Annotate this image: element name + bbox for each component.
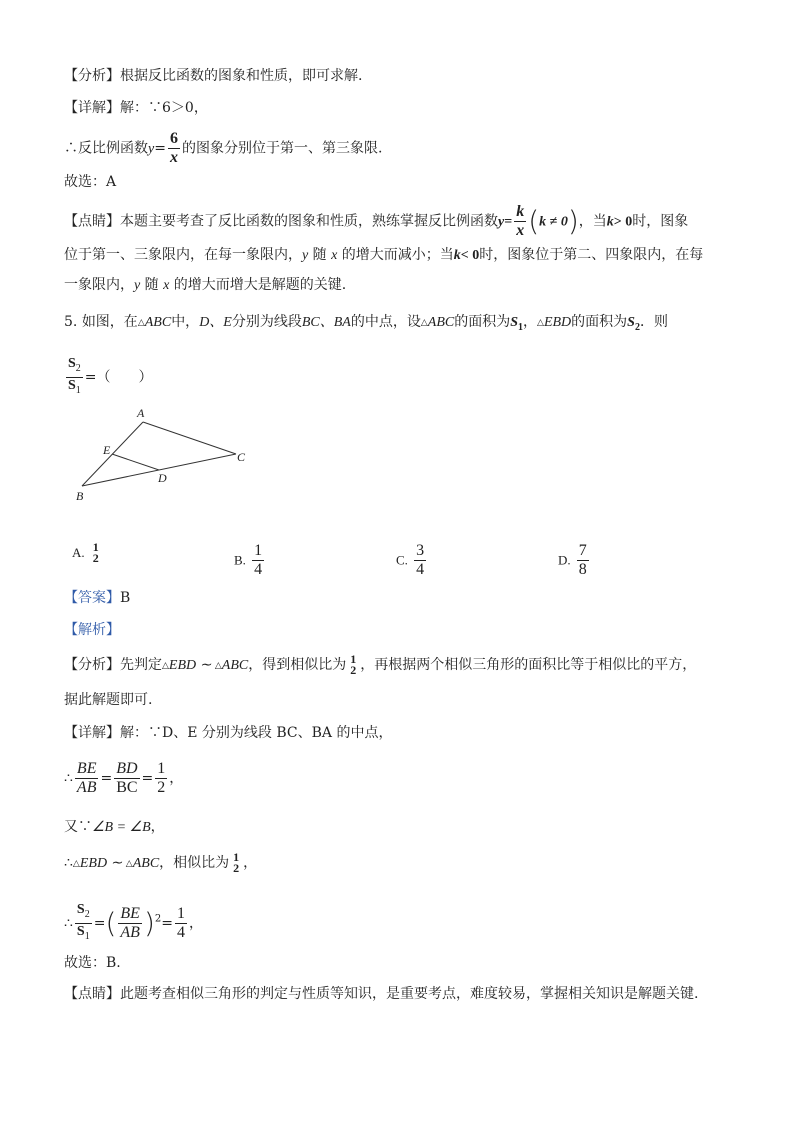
- option-c-fraction: $\frac{3}{4}$: [416, 542, 425, 578]
- option-b[interactable]: B. $\frac{1}{4}$: [234, 542, 263, 578]
- q5-jiexi: 【解析】: [64, 622, 120, 638]
- fraction-be-ab-squared: $\frac{BE}{AB}$: [120, 904, 140, 941]
- q4-detail: 【详解】解：∵6＞0，: [64, 100, 208, 116]
- q5-ratio: $\frac{S_2}{S_1}$ =（ ）: [64, 356, 153, 399]
- label-A: A: [137, 406, 145, 420]
- label-C: C: [237, 450, 246, 464]
- q5-detail: 【详解】解：∵D、E 分别为线段 BC、BA 的中点，: [64, 725, 393, 741]
- option-a[interactable]: A. 1 2: [72, 540, 99, 565]
- q5-answer: 【答案】B: [64, 590, 131, 606]
- fraction-bd-bc: $\frac{BD}{BC}$: [116, 760, 138, 796]
- fraction-s2-over-s1: $\frac{S_2}{S_1}$: [68, 356, 81, 396]
- q4-comment-line3: 一象限内，y 随 x 的增大而增大是解题的关键.: [64, 277, 347, 293]
- option-c[interactable]: C. $\frac{3}{4}$: [396, 542, 425, 578]
- option-d[interactable]: D. $\frac{7}{8}$: [558, 542, 587, 578]
- fraction-be-ab: $\frac{BE}{AB}$: [76, 760, 97, 796]
- fraction-one-quarter: $\frac{1}{4}$: [176, 904, 185, 941]
- q5-eq2: 又∵∠B = ∠B，: [64, 819, 165, 835]
- fraction-one-half: $\frac{1}{2}$: [157, 760, 166, 796]
- label-E: E: [103, 443, 111, 457]
- q5-eq3: ∴△EBD ∼ △ABC，相似比为 1 2 ，: [64, 850, 258, 875]
- q4-analysis: 【分析】根据反比函数的图象和性质，即可求解.: [64, 68, 363, 84]
- q5-stem: 5. 如图，在△ABC中，D、E分别为线段BC、BA的中点，设△ABC的面积为$S_1$，△EBD的面积为$S_2$．则: [64, 314, 668, 333]
- fraction-6-over-x: $\frac{6}{x}$: [169, 130, 178, 166]
- fraction-half: 1 2: [350, 652, 357, 677]
- q4-comment-line1: 【点睛】本题主要考查了反比函数的图象和性质，熟练掌握反比例函数y= $\frac{k}{x}$ (k ≠ 0)，当k> 0时，图象: [64, 203, 689, 239]
- fraction-similarity-ratio: 1 2: [233, 850, 240, 875]
- q5-eq1: ∴ $\frac{BE}{AB}$ = $\frac{BD}{BC}$ = $\frac{1}{2}$ ，: [64, 760, 184, 796]
- q4-answer: 故选：A: [64, 174, 117, 190]
- q4-comment-line2: 位于第一、三象限内，在每一象限内，y 随 x 的增大而减小；当k< 0时，图象位于第二、四象限内，在每: [64, 247, 704, 263]
- label-D: D: [158, 471, 167, 485]
- option-b-fraction: $\frac{1}{4}$: [254, 542, 263, 578]
- q5-analysis-line2: 据此解题即可.: [64, 692, 153, 708]
- option-a-fraction: 1 2: [92, 540, 99, 565]
- q5-final: 故选：B.: [64, 955, 121, 971]
- q5-comment: 【点睛】此题考查相似三角形的判定与性质等知识，是重要考点，难度较易，掌握相关知识是解题关键.: [64, 986, 699, 1002]
- q4-therefore: ∴反比例函数y= $\frac{6}{x}$ 的图象分别位于第一、第三象限.: [64, 130, 383, 166]
- triangle-figure: [70, 400, 260, 510]
- segment-AC: [143, 422, 236, 454]
- segment-ED: [112, 454, 159, 470]
- q5-eq4: ∴ $\frac{S_2}{S_1}$ =( $\frac{BE}{AB}$ )$^2$= $\frac{1}{4}$ ，: [64, 902, 203, 945]
- label-B: B: [76, 489, 84, 503]
- fraction-s2-s1: $\frac{S_2}{S_1}$: [76, 902, 90, 942]
- fraction-k-over-x: $\frac{k}{x}$: [516, 203, 525, 239]
- option-d-fraction: $\frac{7}{8}$: [578, 542, 587, 578]
- q5-analysis-line1: 【分析】先判定△EBD ∼ △ABC，得到相似比为 1 2 ，再根据两个相似三角形的面积比等于相似比的平方，: [64, 652, 697, 677]
